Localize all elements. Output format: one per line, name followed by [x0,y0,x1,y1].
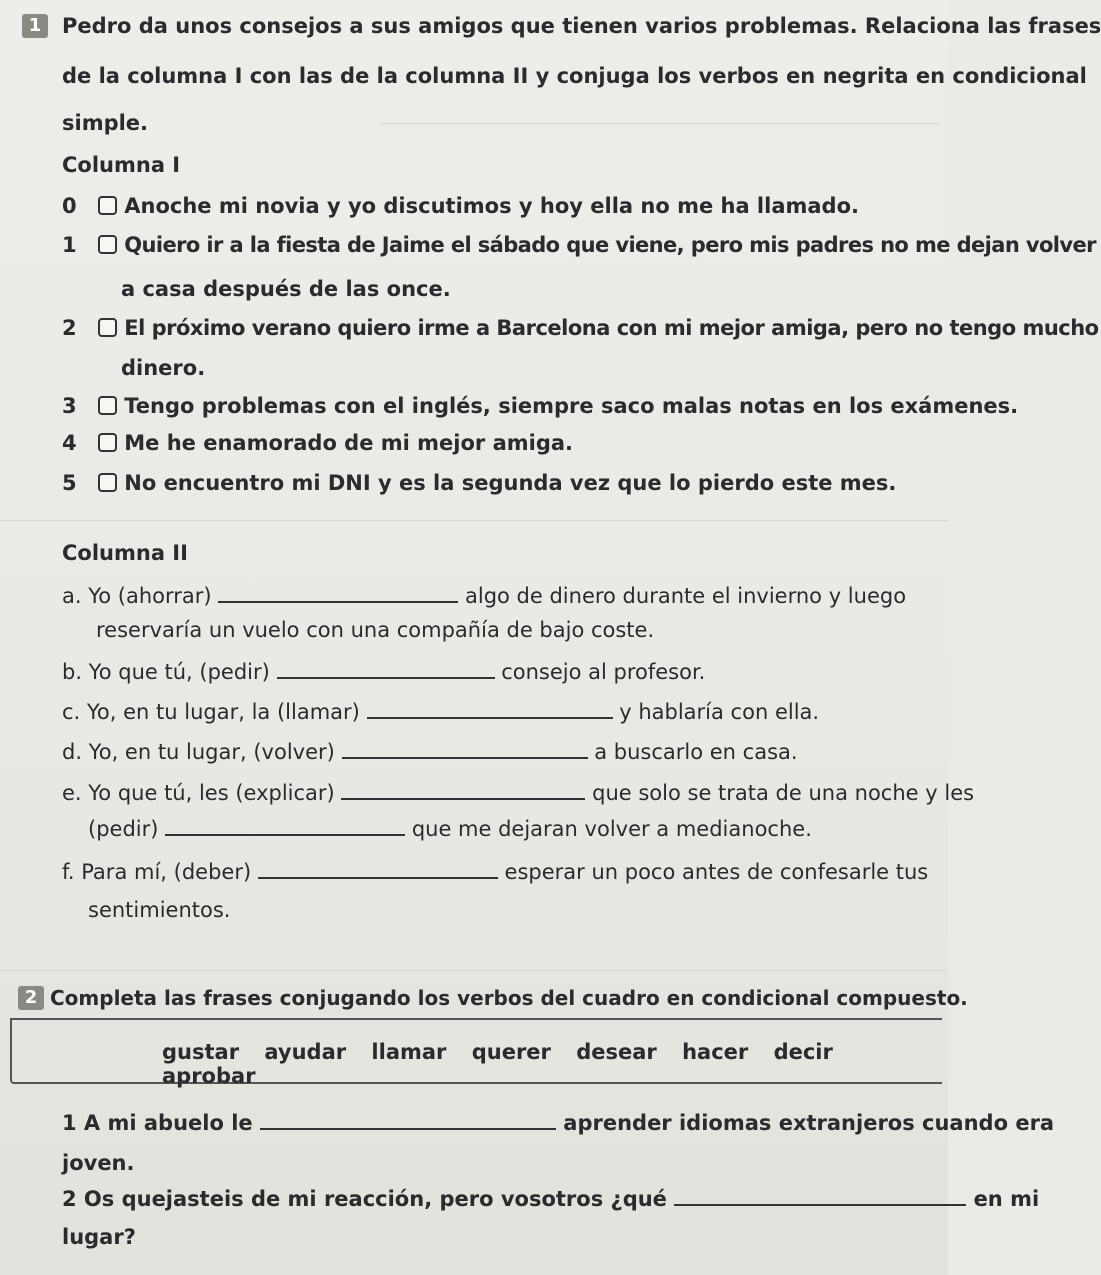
sentence-prompt: 1 A mi abuelo le [62,1111,253,1135]
ruled-line [0,520,948,521]
answer-checkbox[interactable] [98,318,117,337]
column-1-item [62,232,1096,258]
answer-checkbox[interactable] [98,196,117,215]
answer-blank[interactable] [342,739,588,759]
exercise-1-instruction-line-2: de la columna I con las de la columna II y conjuga los verbos en negrita en condicional [62,64,1087,88]
item-text: Me he enamorado de mi mejor amiga. [124,431,574,455]
item-text: No encuentro mi DNI y es la segunda vez que lo pierdo este mes. [124,471,897,495]
exercise-number-badge: 1 [22,14,48,38]
item-text-continued: dinero. [121,356,206,380]
word-bank [162,1040,942,1088]
item-prompt: c. Yo, en tu lugar, la (llamar) [62,700,360,724]
column-1-item [62,430,573,456]
sentence-prompt: 2 Os quejasteis de mi reacción, pero vosotros ¿qué [62,1187,667,1211]
item-text: consejo al profesor. [501,660,706,684]
item-prompt: f. Para mí, (deber) [62,860,252,884]
answer-checkbox[interactable] [98,235,117,254]
item-prompt: (pedir) [88,817,159,841]
answer-blank[interactable] [260,1110,556,1130]
word-bank-item: ayudar [264,1040,347,1064]
column-1-item [62,470,896,496]
exercise-2-sentence-2 [62,1186,1039,1212]
exercise-1-instruction-line-3: simple. [62,111,149,135]
exercise-2-sentence-1 [62,1110,1054,1136]
column-2-title: Columna II [62,541,188,565]
column-1-title: Columna I [62,153,181,177]
word-bank-item: decir [773,1040,833,1064]
column-2-item-a [62,583,906,609]
column-1-item [62,193,859,219]
sentence-text: aprender idiomas extranjeros cuando era [563,1111,1055,1135]
item-text-continued: reservaría un vuelo con una compañía de bajo coste. [96,618,655,642]
item-number: 5 [62,471,77,495]
item-text: y hablaría con ella. [619,700,820,724]
exercise-2-instruction: Completa las frases conjugando los verbos del cuadro en condicional compuesto. [50,986,968,1010]
answer-blank[interactable] [258,859,498,879]
item-prompt: a. Yo (ahorrar) [62,584,212,608]
word-bank-item: gustar [162,1040,240,1064]
item-number: 2 [62,316,77,340]
item-text: que me dejaran volver a medianoche. [411,817,812,841]
item-text: a buscarlo en casa. [594,740,798,764]
item-text-continued: sentimientos. [88,898,231,922]
answer-blank[interactable] [277,659,495,679]
sentence-text-continued: lugar? [62,1225,136,1249]
column-2-item-d [62,739,798,765]
exercise-number-badge: 2 [18,986,44,1010]
column-2-item-e [62,780,974,806]
answer-checkbox[interactable] [98,473,117,492]
word-bank-box [10,1018,942,1088]
column-2-item-e-continued [88,816,812,842]
item-prompt: d. Yo, en tu lugar, (volver) [62,740,335,764]
answer-blank[interactable] [218,583,458,603]
ruled-line [380,123,940,124]
answer-blank[interactable] [165,816,405,836]
sentence-text: en mi [973,1187,1040,1211]
item-number: 1 [62,233,77,257]
word-bank-item: llamar [371,1040,447,1064]
item-text: Anoche mi novia y yo discutimos y hoy ella no me ha llamado. [124,194,859,218]
column-2-item-c [62,699,819,725]
item-number: 4 [62,431,77,455]
answer-checkbox[interactable] [98,396,117,415]
word-bank-item: desear [576,1040,657,1064]
word-bank-item: hacer [682,1040,749,1064]
item-text-continued: a casa después de las once. [121,277,451,301]
column-2-item-b [62,659,705,685]
item-text: que solo se trata de una noche y les [592,781,975,805]
item-text: Quiero ir a la fiesta de Jaime el sábado que viene, pero mis padres no me dejan volver [124,233,1096,257]
item-prompt: b. Yo que tú, (pedir) [62,660,270,684]
item-number: 0 [62,194,77,218]
item-number: 3 [62,394,77,418]
column-1-item [62,393,1018,419]
answer-blank[interactable] [367,699,613,719]
column-2-item-f [62,859,928,885]
answer-blank[interactable] [674,1186,966,1206]
answer-checkbox[interactable] [98,433,117,452]
word-bank-item: aprobar [162,1064,256,1088]
exercise-1-instruction-line-1: Pedro da unos consejos a sus amigos que tienen varios problemas. Relaciona las frases [62,14,1101,38]
word-bank-item: querer [471,1040,551,1064]
item-text: esperar un poco antes de confesarle tus [504,860,929,884]
answer-blank[interactable] [341,780,585,800]
ruled-line [0,970,948,971]
item-text: Tengo problemas con el inglés, siempre saco malas notas en los exámenes. [124,394,1019,418]
sentence-text-continued: joven. [62,1151,135,1175]
item-prompt: e. Yo que tú, les (explicar) [62,781,335,805]
item-text: El próximo verano quiero irme a Barcelona con mi mejor amiga, pero no tengo mucho [124,316,1099,340]
column-1-item [62,315,1099,341]
item-text: algo de dinero durante el invierno y luego [464,584,907,608]
